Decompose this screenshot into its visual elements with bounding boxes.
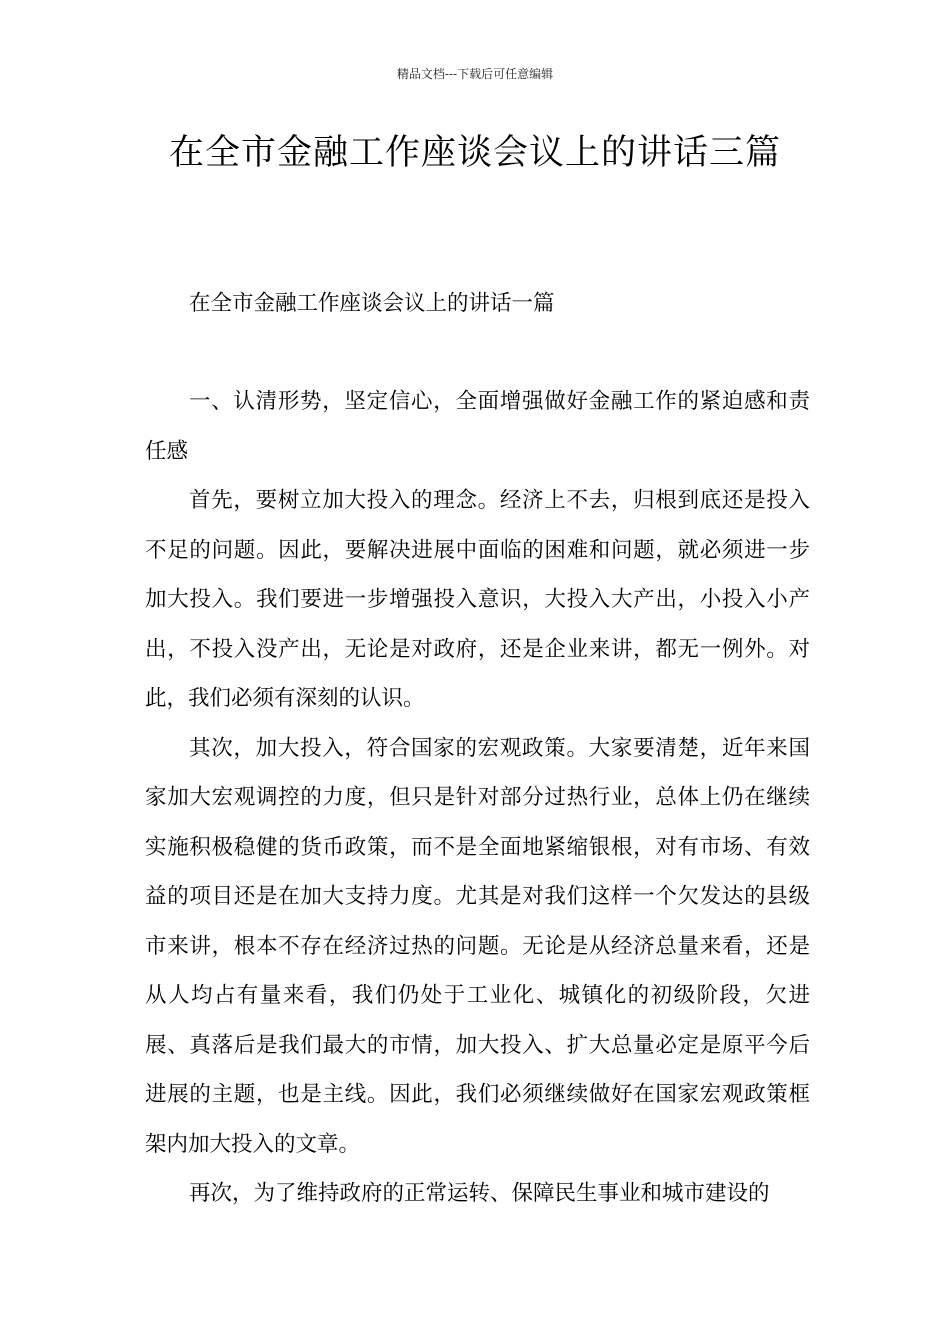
paragraph-heading-one: 一、认清形势，坚定信心，全面增强做好金融工作的紧迫感和责任感 (145, 389, 810, 464)
paragraph-second: 其次，加大投入，符合国家的宏观政策。大家要清楚，近年来国家加大宏观调控的力度，但只是针对部分过热行业，总体上仍在继续实施积极稳健的货币政策，而不是全面地紧缩银根，对有市场、有效益的项目还是在加大支持力度。尤其是对我们这样一个欠发达的县级市来讲，根本不存在经济过热的问题。无论是从经济总量来看，还是从人均占有量来看，我们仍处于工业化、城镇化的初级阶段，欠进展、真落后是我们最大的市情，加大投入、扩大总量必定是原平今后进展的主题，也是主线。因此，我们必须继续做好在国家宏观政策框架内加大投入的文章。 (145, 735, 810, 1157)
paragraph-third: 再次，为了维持政府的正常运转、保障民生事业和城市建设的 (189, 1181, 770, 1206)
paragraph-first: 首先，要树立加大投入的理念。经济上不去，归根到底还是投入不足的问题。因此，要解决进展中面临的困难和问题，就必须进一步加大投入。我们要进一步增强投入意识，大投入大产出，小投入小产出，不投入没产出，无论是对政府，还是企业来讲，都无一例外。对此，我们必须有深刻的认识。 (145, 488, 810, 711)
header-note: 精品文档---下载后可任意编辑 (396, 67, 554, 81)
document-title: 在全市金融工作座谈会议上的讲话三篇 (168, 133, 781, 173)
section-title: 在全市金融工作座谈会议上的讲话一篇 (189, 291, 555, 316)
document-body (145, 377, 810, 1219)
